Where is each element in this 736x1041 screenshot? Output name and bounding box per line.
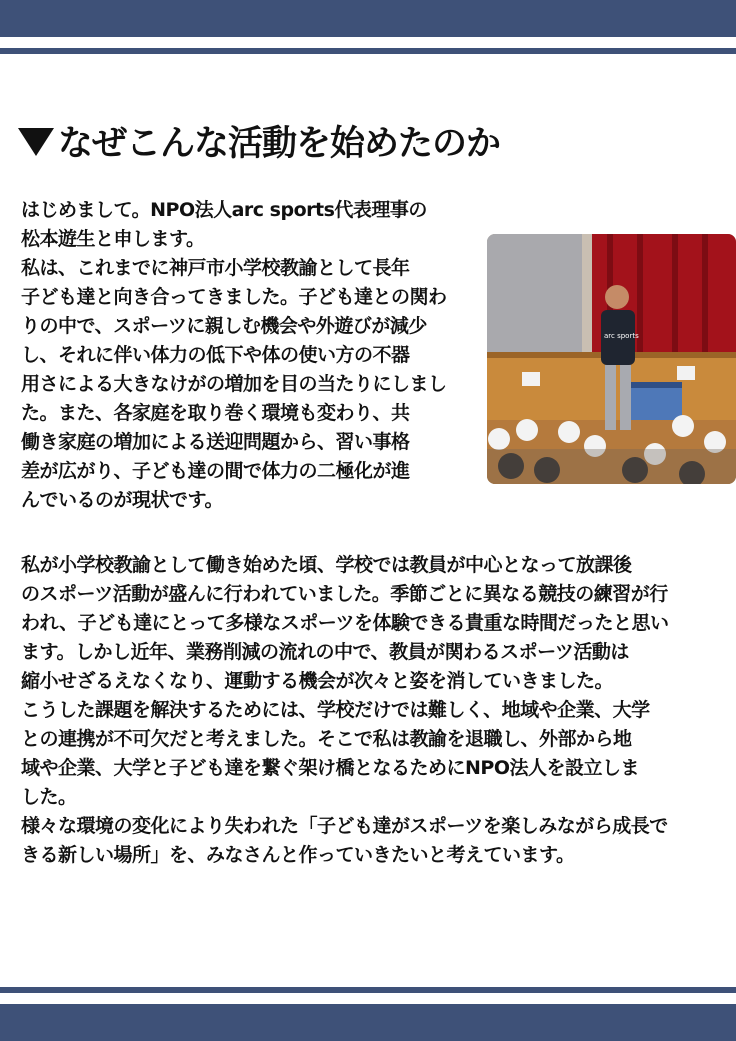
intro-line: 子ども達と向き合ってきました。子ども達との関わ	[21, 286, 447, 308]
body-paragraph	[21, 551, 721, 870]
intro-line: んでいるのが現状です。	[21, 489, 223, 511]
body-line: われ、子ども達にとって多様なスポーツを体験できる貴重な時間だったと思い	[21, 612, 669, 634]
section-heading	[18, 112, 718, 170]
body-line: 様々な環境の変化により失われた「子ども達がスポーツを楽しみながら成長で	[21, 815, 668, 837]
triangle-down-icon	[18, 128, 54, 156]
body-line: 縮小せざるえなくなり、運動する機会が次々と姿を消していきました。	[21, 670, 614, 692]
intro-line: 用さによる大きなけがの増加を目の当たりにしまし	[21, 373, 447, 395]
body-line: 私が小学校教諭として働き始めた頃、学校では教員が中心となって放課後	[21, 554, 632, 576]
intro-paragraph	[21, 196, 479, 515]
intro-line: りの中で、スポーツに親しむ機会や外遊びが減少	[21, 315, 427, 337]
intro-line: た。また、各家庭を取り巻く環境も変わり、共	[21, 402, 410, 424]
intro-line: はじめまして。NPO法人arc sports代表理事の	[21, 199, 427, 221]
top-band	[0, 0, 736, 37]
body-line: こうした課題を解決するためには、学校だけでは難しく、地域や企業、大学	[21, 699, 650, 721]
intro-line: 差が広がり、子ども達の間で体力の二極化が進	[21, 460, 410, 482]
bottom-rule	[0, 987, 736, 993]
top-rule	[0, 48, 736, 54]
body-line: のスポーツ活動が盛んに行われていました。季節ごとに異なる競技の練習が行	[21, 583, 668, 605]
bottom-band	[0, 1004, 736, 1041]
body-line: との連携が不可欠だと考えました。そこで私は教諭を退職し、外部から地	[21, 728, 632, 750]
intro-line: し、それに伴い体力の低下や体の使い方の不器	[21, 344, 410, 366]
intro-line: 松本遊生と申します。	[21, 228, 205, 250]
body-line: した。	[21, 786, 77, 808]
gym-photo	[487, 234, 736, 484]
body-line: ます。しかし近年、業務削減の流れの中で、教員が関わるスポーツ活動は	[21, 641, 629, 663]
section-heading-text: なぜこんな活動を始めたのか	[58, 124, 501, 164]
body-line: きる新しい場所」を、みなさんと作っていきたいと考えています。	[21, 844, 575, 866]
intro-line: 私は、これまでに神戸市小学校教諭として長年	[21, 257, 410, 279]
intro-line: 働き家庭の増加による送迎問題から、習い事格	[21, 431, 410, 453]
body-line: 域や企業、大学と子ども達を繋ぐ架け橋となるためにNPO法人を設立しま	[21, 757, 639, 779]
shirt-text: arc sports	[604, 332, 639, 340]
